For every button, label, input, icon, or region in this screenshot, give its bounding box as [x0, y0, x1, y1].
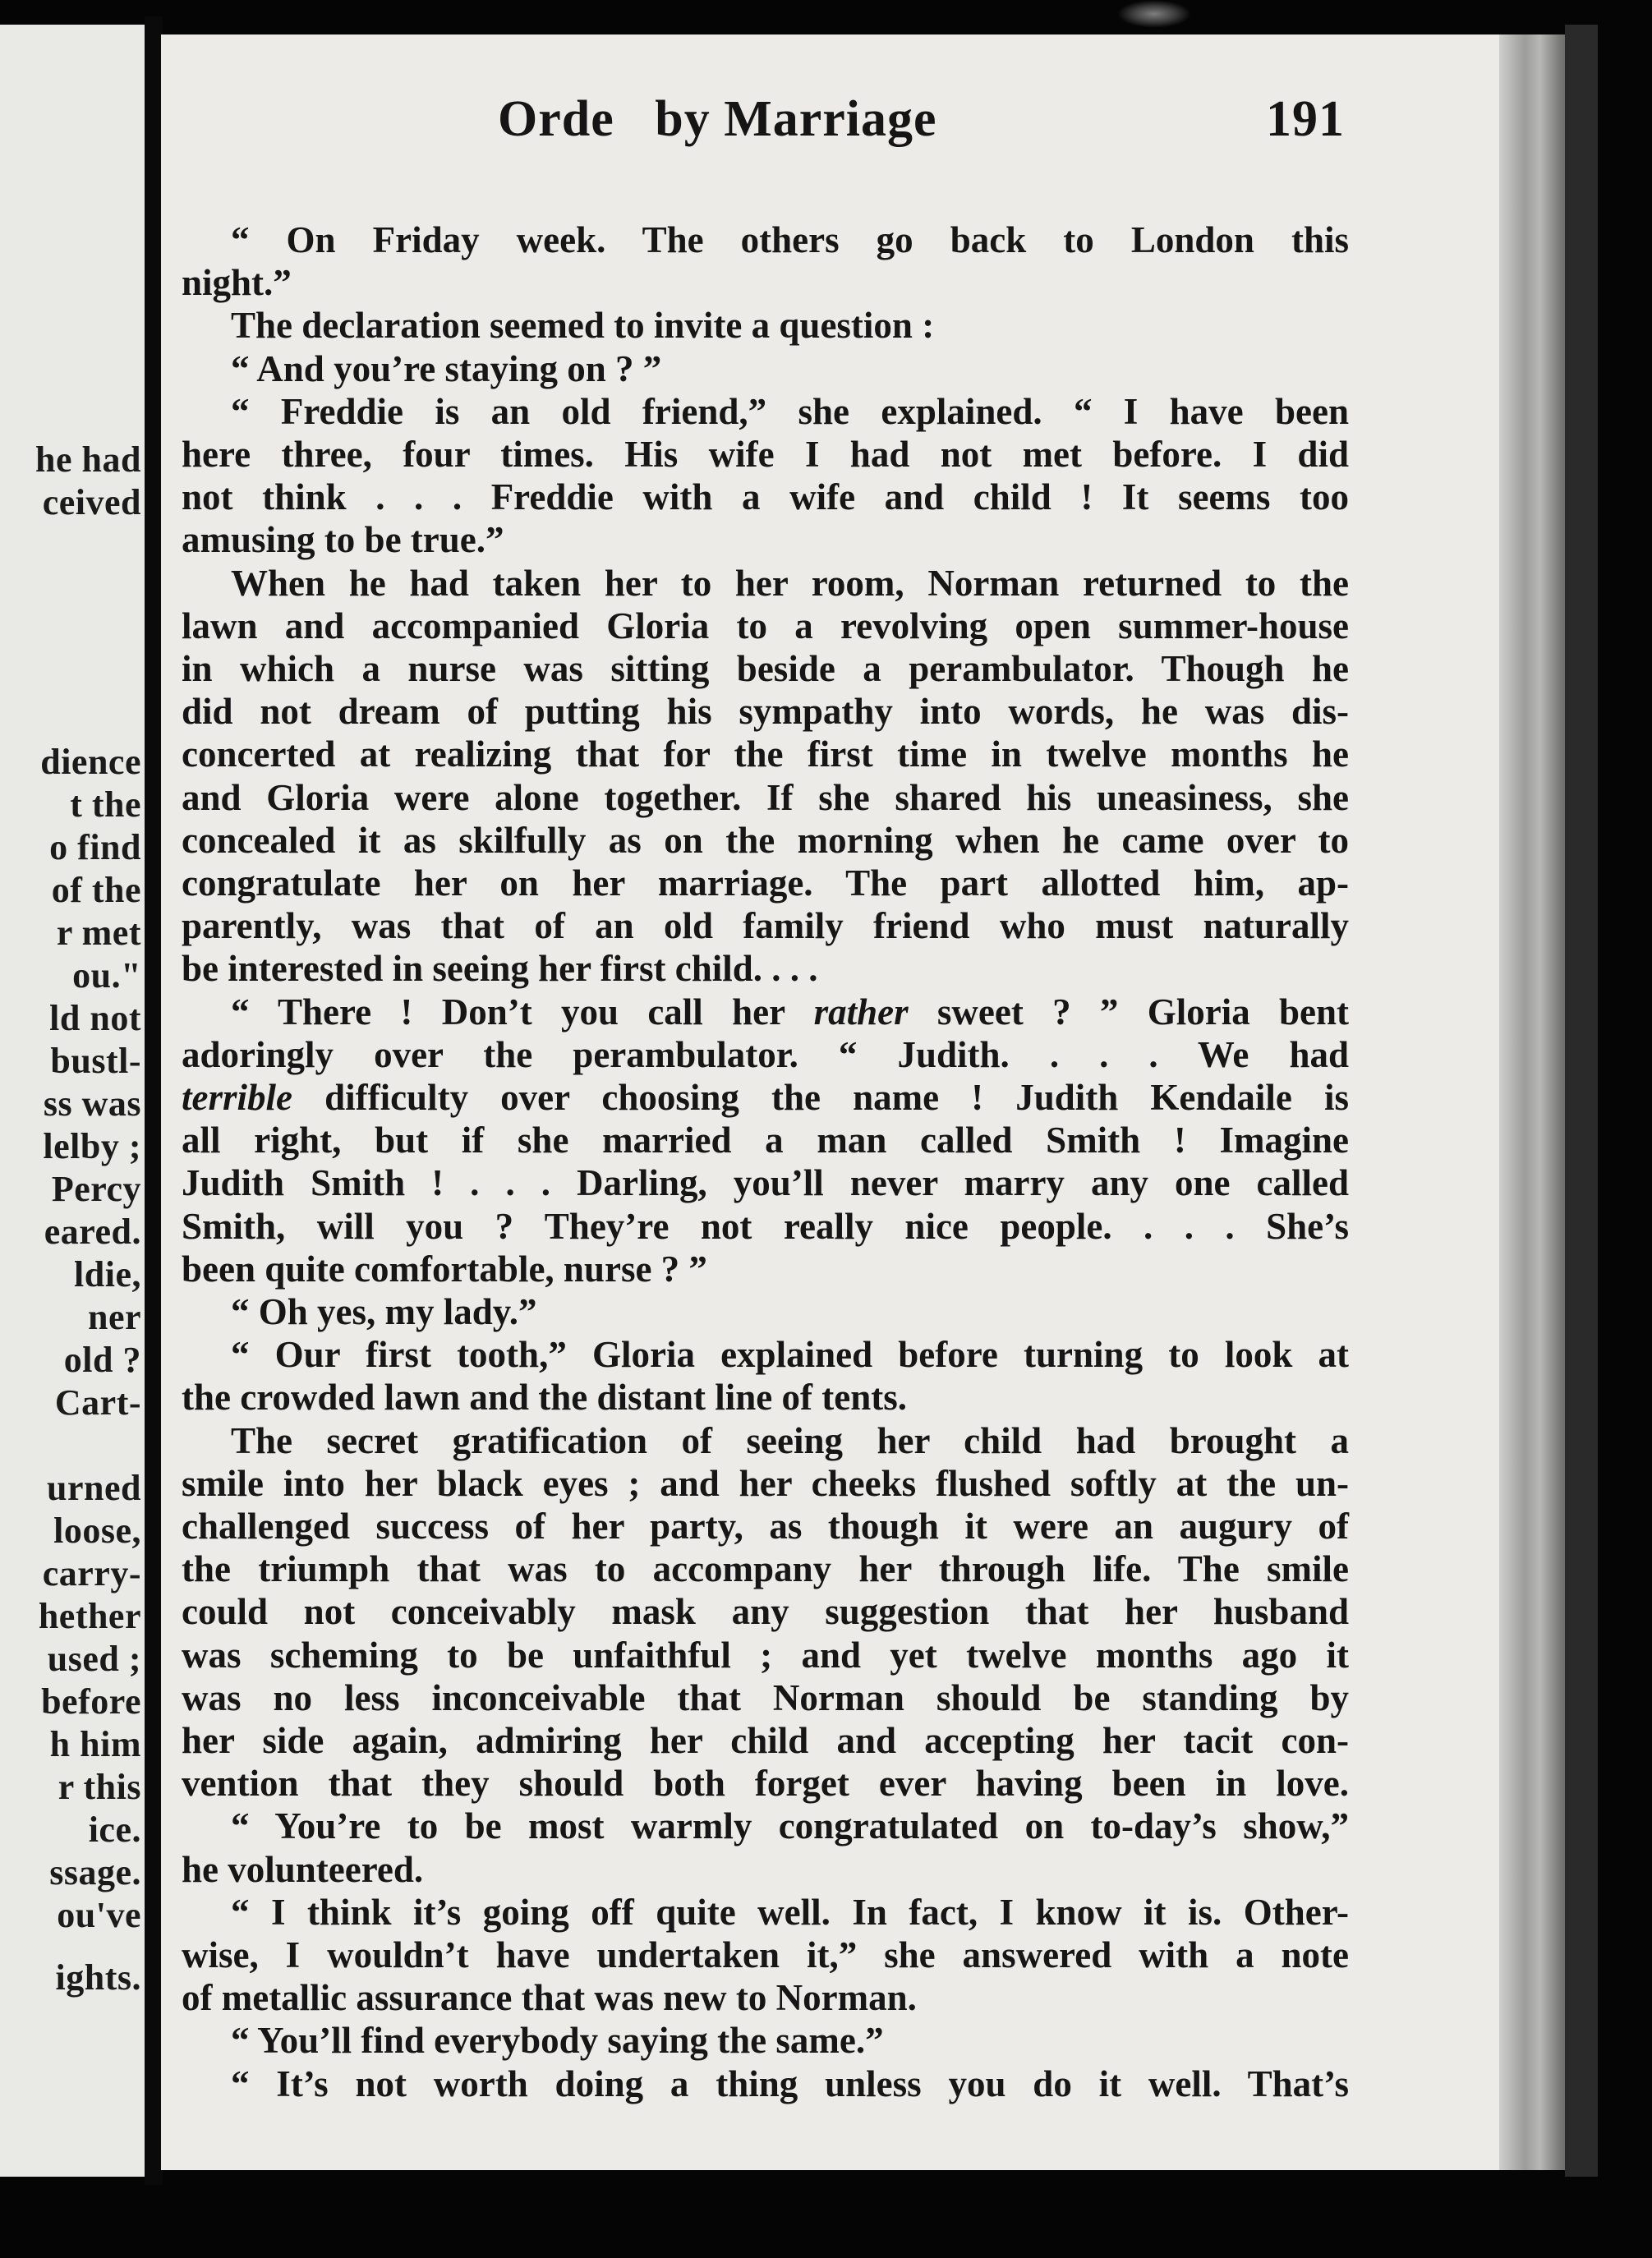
- text-line: night.”: [182, 262, 292, 304]
- left-page-line: h him: [49, 1724, 141, 1764]
- text-line: in which a nurse was sitting beside a perambulator. Though he: [182, 648, 1349, 689]
- text-line: concerted at realizing that for the first time in twelve months he: [182, 734, 1349, 775]
- text-line: been quite comfortable, nurse ? ”: [182, 1248, 707, 1290]
- text-line: The secret gratification of seeing her child had brought a: [231, 1419, 1349, 1461]
- left-page-line: r this: [58, 1767, 141, 1807]
- left-page-line: before: [41, 1681, 141, 1722]
- text-line: “ I think it’s going off quite well. In fact, I know it is. Other-: [231, 1891, 1349, 1933]
- italic-emphasis: rather: [813, 991, 909, 1032]
- left-page-line: r met: [56, 913, 141, 953]
- italic-emphasis: terrible: [182, 1077, 292, 1118]
- text-line: “ On Friday week. The others go back to London this: [231, 219, 1349, 260]
- text-line: terrible difficulty over choosing the name ! Judith Kendaile is: [182, 1077, 1349, 1118]
- left-page-line: o find: [49, 827, 141, 867]
- text-line: he volunteered.: [182, 1848, 424, 1890]
- text-line: lawn and accompanied Gloria to a revolving open summer-house: [182, 605, 1349, 646]
- left-page-line: ou.": [72, 955, 141, 996]
- left-page-line: loose,: [53, 1511, 141, 1551]
- text-line: amusing to be true.”: [182, 519, 504, 561]
- left-page-line: eared.: [44, 1212, 141, 1252]
- book-page: [161, 34, 1529, 2170]
- left-page-line: ssage.: [49, 1852, 141, 1892]
- text-line: not think . . . Freddie with a wife and child ! It seems too: [182, 476, 1349, 518]
- text-line: her side again, admiring her child and accepting her tacit con-: [182, 1720, 1349, 1761]
- text-line: here three, four times. His wife I had not met before. I did: [182, 434, 1349, 475]
- running-title: Orde by Marriage: [498, 91, 937, 147]
- text-line: “ You’re to be most warmly congratulated on to-day’s show,”: [231, 1805, 1349, 1847]
- text-line: “ You’ll find everybody saying the same.”: [231, 2020, 884, 2062]
- left-page-line: bustl-: [50, 1041, 141, 1081]
- left-page-line: carry-: [42, 1553, 141, 1593]
- left-page-line: ldie,: [74, 1254, 141, 1295]
- left-page-line: urned: [47, 1468, 141, 1508]
- left-page-line: of the: [51, 870, 141, 910]
- text-line: “ And you’re staying on ? ”: [231, 347, 662, 389]
- left-page-line: Cart-: [54, 1382, 141, 1423]
- running-head: [161, 84, 1529, 158]
- text-line: “ Our first tooth,” Gloria explained before turning to look at: [231, 1334, 1349, 1376]
- left-page-line: he had: [35, 439, 141, 480]
- text-line: “ Oh yes, my lady.”: [231, 1291, 537, 1332]
- text-line: could not conceivably mask any suggestion that her husband: [182, 1591, 1349, 1633]
- left-page-line: ner: [87, 1297, 141, 1337]
- left-page-line: dience: [40, 742, 141, 782]
- left-page-line: ss was: [43, 1083, 141, 1124]
- left-page-line: ou've: [57, 1895, 141, 1935]
- text-line: the crowded lawn and the distant line of tents.: [182, 1377, 907, 1419]
- left-page-line: Percy: [51, 1169, 141, 1209]
- text-line: “ It’s not worth doing a thing unless you do it well. That’s: [231, 2063, 1349, 2104]
- text-line: be interested in seeing her first child. . . .: [182, 948, 818, 990]
- text-line: concealed it as skilfully as on the morning when he came over to: [182, 819, 1349, 861]
- text-line: vention that they should both forget ever having been in love.: [182, 1763, 1349, 1805]
- text-line: of metallic assurance that was new to Norman.: [182, 1977, 917, 2019]
- text-line: the triumph that was to accompany her through life. The smile: [182, 1548, 1349, 1590]
- left-page-line: ld not: [49, 998, 141, 1038]
- text-line: was scheming to be unfaithful ; and yet twelve months ago it: [182, 1634, 1349, 1676]
- text-line: “ Freddie is an old friend,” she explained. “ I have been: [231, 390, 1349, 432]
- text-line: congratulate her on her marriage. The part allotted him, ap-: [182, 862, 1349, 904]
- book-gutter: [145, 16, 163, 2185]
- text-line: Smith, will you ? They’re not really nice people. . . . She’s: [182, 1205, 1349, 1247]
- text-line: challenged success of her party, as though it were an augury of: [182, 1506, 1349, 1547]
- text-line: adoringly over the perambulator. “ Judith. . . . We had: [182, 1033, 1349, 1075]
- left-page-line: hether: [38, 1596, 141, 1636]
- text-line: The declaration seemed to invite a question :: [231, 305, 935, 347]
- text-line: Judith Smith ! . . . Darling, you’ll never marry any one called: [182, 1162, 1349, 1204]
- page-edge: [1499, 34, 1573, 2170]
- left-page-line: ights.: [55, 1957, 141, 1998]
- text-line: smile into her black eyes ; and her cheeks flushed softly at the un-: [182, 1462, 1349, 1504]
- page-edge-shadow: [1565, 25, 1598, 2177]
- left-page-line: ceived: [42, 482, 141, 522]
- text-line: was no less inconceivable that Norman should be standing by: [182, 1676, 1349, 1718]
- left-page-line: old ?: [63, 1340, 141, 1380]
- text-line: “ There ! Don’t you call her rather sweet ? ” Gloria bent: [231, 991, 1350, 1032]
- left-page-fragment: [0, 25, 148, 2177]
- left-page-line: ice.: [88, 1810, 141, 1850]
- text-line: wise, I wouldn’t have undertaken it,” she answered with a note: [182, 1934, 1349, 1975]
- page-number: 191: [1266, 91, 1345, 147]
- text-line: When he had taken her to her room, Norman returned to the: [231, 562, 1349, 604]
- left-page-line: t the: [70, 784, 141, 825]
- text-line: and Gloria were alone together. If she shared his uneasiness, she: [182, 776, 1349, 818]
- text-line: did not dream of putting his sympathy into words, he was dis-: [182, 691, 1349, 733]
- text-line: all right, but if she married a man called Smith ! Imagine: [182, 1120, 1349, 1161]
- left-page-line: lelby ;: [43, 1126, 141, 1166]
- scan-smudge: [1117, 0, 1191, 28]
- text-line: parently, was that of an old family friend who must naturally: [182, 905, 1349, 947]
- left-page-line: used ;: [47, 1639, 141, 1679]
